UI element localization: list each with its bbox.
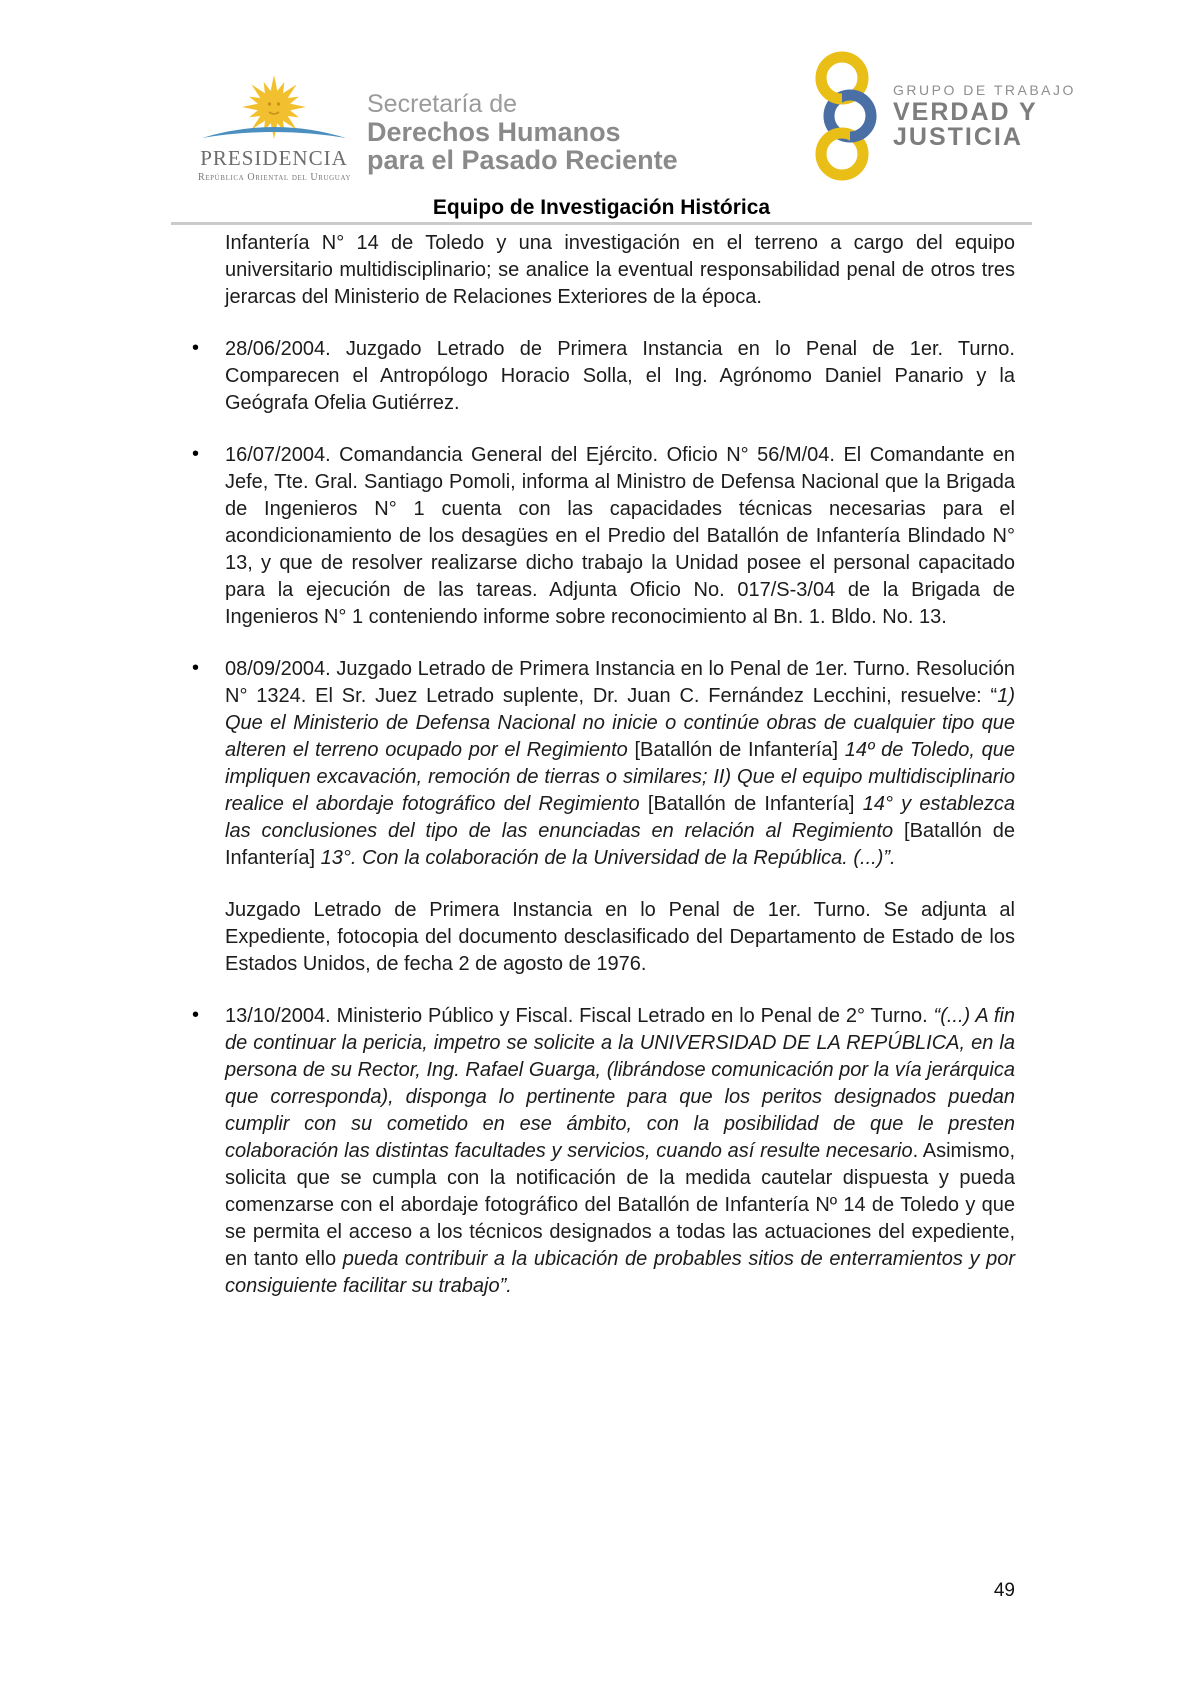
text-segment-italic: 13°. Con la colaboración de la Universidad de la República. (...)”. xyxy=(320,847,896,869)
text-segment: . Asimismo, solicita que se cumpla con la notificación de la medida cautelar dispuesta y pueda comenzarse con el abordaje fotográfico del Batallón de Infantería Nº 14 de Toledo y que se permita el acceso a los técnicos designados a todas las actuaciones del expediente, en tanto ello xyxy=(225,1140,1015,1270)
text-segment-italic: pueda contribuir a la ubicación de probables sitios de enterramientos y por consiguiente facilitar su trabajo”. xyxy=(225,1248,1016,1297)
text-segment: 13/10/2004. Ministerio Público y Fiscal. Fiscal Letrado en lo Penal de 2° Turno. xyxy=(225,1005,934,1027)
bullet-icon: • xyxy=(192,443,200,465)
text-segment: 08/09/2004. Juzgado Letrado de Primera Instancia en lo Penal de 1er. Turno. Resolución N° 1324. El Sr. Juez Letrado suplente, Dr. Juan C. Fernández Lecchini, resuelve: “ xyxy=(225,658,1015,707)
presidencia-logo xyxy=(198,74,350,183)
text-segment: 28/06/2004. Juzgado Letrado de Primera Instancia en lo Penal de 1er. Turno. Comparecen el Antropólogo Horacio Solla, el Ing. Agrónomo Daniel Panario y la Geógrafa Ofelia Gutiérrez. xyxy=(225,338,1015,414)
bullet-item-13-10-2004 xyxy=(192,1003,1016,1300)
grupo-de-trabajo-label: GRUPO DE TRABAJO xyxy=(893,82,1076,98)
page-number: 49 xyxy=(993,1580,1015,1601)
justicia-label: JUSTICIA xyxy=(893,123,1023,151)
text-segment: [Batallón de Infantería] xyxy=(225,820,1015,869)
paragraph-juzgado-expediente xyxy=(225,897,1015,978)
page-title: Equipo de Investigación Histórica xyxy=(432,196,771,219)
secretaria-line2: Derechos Humanos xyxy=(367,117,621,147)
paragraph-intro xyxy=(225,230,1015,311)
text-segment: [Batallón xyxy=(639,793,734,815)
text-segment-italic: 1) Que el Ministerio de Defensa Nacional no inicie o continúe obras de cualquier tipo que alteren el terreno ocupado por el Regimiento xyxy=(225,685,1015,761)
secretaria-line3: para el Pasado Reciente xyxy=(367,145,678,175)
bullet-item-16-07-2004 xyxy=(192,442,1015,631)
presidencia-wordmark: PRESIDENCIA xyxy=(200,146,348,170)
text-segment: 16/07/2004. Comandancia General del Ejército. Oficio N° 56/M/04. El Comandante en Jefe, Tte. Gral. Santiago Pomoli, informa al Ministro de Defensa Nacional que la Brigada de Ingenieros N° 1 cuenta con las capacidades técnicas necesarias para el acondicionamiento de los desagües en el Predio del Batallón de Infantería Blindado N° 13, y que de resolver realizarse dicho trabajo la Unidad posee el personal capacitado para la ejecución de las tareas. Adjunta Oficio No. 017/S-3/04 de la Brigada de Ingenieros N° 1 conteniendo informe sobre reconocimiento al Bn. 1. Bldo. No. 13. xyxy=(225,444,1015,628)
verdad-justicia-logo xyxy=(813,50,1076,182)
interlocked-rings-icon xyxy=(813,50,883,182)
bullet-icon: • xyxy=(192,657,200,679)
text-segment-italic: 14º de Toledo, que impliquen excavación, remoción de tierras o similares; II) Que el equipo multidisciplinario realice el abordaje fotográfico del Regimiento xyxy=(225,739,1015,815)
title-divider xyxy=(171,222,1032,225)
secretaria-line1: Secretaría de xyxy=(367,90,518,118)
presidencia-subtitle: República Oriental del Uruguay xyxy=(198,172,352,183)
text-segment: de Infantería] xyxy=(733,793,863,815)
bullet-icon: • xyxy=(192,337,200,359)
bullet-item-28-06-2004 xyxy=(192,336,1015,417)
text-segment-italic: “(...) A fin de continuar la pericia, impetro se solicite a la UNIVERSIDAD DE LA REPÚBLICA, en la persona de su Rector, Ing. Rafael Guarga, (librándose comunicación por la vía jerárquica que corresponda), disponga lo pertinente para que los peritos designados puedan cumplir con su cometido en ese ámbito, con la posibilidad de que le presten colaboración las distintas facultades y servicios, cuando así resulte necesario xyxy=(225,1005,1015,1162)
verdad-justicia-wordmark xyxy=(893,50,1076,150)
sun-icon xyxy=(199,74,349,144)
text-segment-italic: 14° y establezca las conclusiones del tipo de las enunciadas en relación al Regimiento xyxy=(225,793,1015,842)
bullet-item-08-09-2004 xyxy=(192,656,1015,872)
verdad-y-label: VERDAD Y xyxy=(893,98,1038,126)
document-body xyxy=(192,230,1016,1300)
text-segment: Infantería N° 14 de Toledo y una investigación en el terreno a cargo del equipo universitario multidisciplinario; se analice la eventual responsabilidad penal de otros tres jerarcas del Ministerio de Relaciones Exteriores de la época. xyxy=(225,232,1015,308)
text-segment: [Batallón de Infantería] xyxy=(627,739,845,761)
bullet-icon: • xyxy=(192,1004,200,1026)
secretaria-wordmark xyxy=(367,90,678,174)
text-segment: Juzgado Letrado de Primera Instancia en lo Penal de 1er. Turno. Se adjunta al Expediente, fotocopia del documento desclasificado del Departamento de Estado de los Estados Unidos, de fecha 2 de agosto de 1976. xyxy=(225,899,1015,975)
